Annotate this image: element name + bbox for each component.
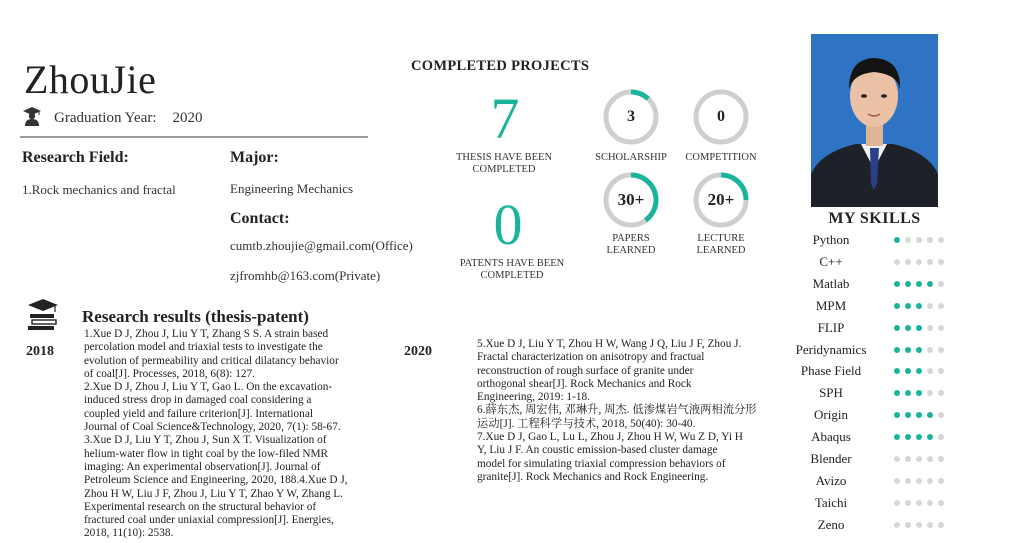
lecture-learned-ring	[692, 171, 750, 233]
publications-left: 1.Xue D J, Zhou J, Liu Y T, Zhang S S. A strain based percolation model and triaxial tests to investigate the evolution of permeability and critical dilatancy behavior of coal[J]. Processes, 2018, 6(8): 127. 2.Xue D J, Zhou J, Liu Y T, Gao L. On the excavation- induced stress drop in damaged coal considering a coupled yield and failure criterion[J]. International Journal of Coal Science&Technology, 2020, 7(1): 58-67. 3.Xue D J, Liu Y T, Zhou J, Sun X T. Visualization of helium-water flow in tight coal by the low-filed NMR imaging: An experimental observation[J]. Journal of Petroleum Science and Engineering, 2020, 188.4.Xue D J, Zhou H W, Liu J F, Zhou J, Liu Y T, Zhao Y W, Zhang L. Experimental research on the structural behavior of fractured coal under uniaxial compression[J]. Energies, 2018, 11(10): 2538.	[84, 328, 348, 540]
contact-label: Contact:	[230, 210, 290, 227]
skill-level-dots	[894, 478, 944, 484]
skill-dot	[938, 237, 944, 243]
skill-name: Matlab	[812, 275, 850, 291]
skill-level-dots	[894, 281, 944, 287]
skill-dot	[905, 281, 911, 287]
person-name: ZhouJie	[24, 57, 157, 102]
skill-name: SPH	[819, 385, 843, 401]
skill-dot	[905, 456, 911, 462]
skill-dot	[938, 412, 944, 418]
major-value: Engineering Mechanics	[230, 181, 354, 196]
completed-projects-title: COMPLETED PROJECTS	[411, 58, 590, 74]
skill-row	[776, 429, 944, 445]
skill-row	[776, 385, 944, 401]
thesis-count: 7	[490, 86, 520, 151]
skill-row	[776, 363, 944, 379]
skill-row	[776, 451, 944, 467]
graduation-label: Graduation Year:	[54, 110, 157, 126]
skill-dot	[938, 456, 944, 462]
skill-dot	[916, 368, 922, 374]
research-field-value: 1.Rock mechanics and fractal	[22, 182, 176, 197]
skill-dot	[938, 347, 944, 353]
skill-level-dots	[894, 390, 944, 396]
skill-dot	[916, 478, 922, 484]
skill-row	[776, 495, 944, 511]
skill-dot	[905, 237, 911, 243]
papers-learned-ring	[602, 171, 660, 233]
skill-dot	[916, 500, 922, 506]
skill-level-dots	[894, 500, 944, 506]
skill-dot	[916, 522, 922, 528]
research-results-title: Research results (thesis-patent)	[82, 307, 309, 326]
skill-dot	[927, 281, 933, 287]
skill-level-dots	[894, 522, 944, 528]
skill-dot	[927, 500, 933, 506]
graduation-year: 2020	[172, 110, 203, 126]
patents-caption: PATENTS HAVE BEEN COMPLETED	[459, 258, 565, 281]
scholarship-value: 3	[627, 108, 635, 125]
skill-dot	[938, 522, 944, 528]
skill-dot	[916, 281, 922, 287]
skill-dot	[916, 303, 922, 309]
skill-dot	[927, 478, 933, 484]
lecture-learned-value: 20+	[707, 190, 735, 209]
skill-dot	[938, 434, 944, 440]
skill-name: Peridynamics	[795, 341, 867, 357]
skill-dot	[938, 500, 944, 506]
major-label: Major:	[230, 149, 279, 166]
header-divider	[20, 136, 368, 138]
skill-dot	[938, 303, 944, 309]
skill-level-dots	[894, 456, 944, 462]
skill-level-dots	[894, 434, 944, 440]
skill-dot	[927, 412, 933, 418]
papers-learned-value: 30+	[617, 190, 645, 209]
scholarship-ring	[602, 88, 660, 150]
skill-dot	[905, 303, 911, 309]
skill-dot	[894, 281, 900, 287]
skill-name: Blender	[810, 451, 852, 466]
skill-dot	[916, 237, 922, 243]
books-graduation-cap-icon	[24, 297, 62, 335]
skill-dot	[927, 237, 933, 243]
skill-name: FLIP	[817, 319, 845, 335]
skill-row	[776, 342, 944, 358]
skill-dot	[894, 259, 900, 265]
year-2020: 2020	[404, 344, 432, 359]
skill-level-dots	[894, 368, 944, 374]
email-office-link[interactable]: cumtb.zhoujie@gmail.com(Office)	[230, 238, 413, 253]
skill-dot	[894, 237, 900, 243]
skill-dot	[927, 259, 933, 265]
skill-dot	[916, 412, 922, 418]
skill-dot	[927, 347, 933, 353]
skill-name: Python	[812, 232, 850, 247]
skill-row	[776, 320, 944, 336]
thesis-caption: THESIS HAVE BEEN COMPLETED	[455, 152, 553, 175]
skill-dot	[938, 368, 944, 374]
patents-count: 0	[493, 192, 523, 257]
skill-dot	[916, 325, 922, 331]
skill-level-dots	[894, 237, 944, 243]
skill-dot	[894, 347, 900, 353]
skill-row	[776, 298, 944, 314]
skill-name: Phase Field	[800, 363, 862, 379]
skill-row	[776, 232, 944, 248]
skill-level-dots	[894, 347, 944, 353]
scholarship-caption: SCHOLARSHIP	[595, 152, 667, 163]
lecture-learned-caption: LECTURE LEARNED	[696, 233, 746, 256]
skill-name: C++	[819, 253, 843, 269]
skill-dot	[938, 325, 944, 331]
skill-dot	[894, 500, 900, 506]
skill-dot	[916, 434, 922, 440]
skill-dot	[938, 390, 944, 396]
skill-level-dots	[894, 259, 944, 265]
skill-dot	[905, 412, 911, 418]
skill-dot	[927, 434, 933, 440]
skill-dot	[894, 390, 900, 396]
email-private-link[interactable]: zjfromhb@163.com(Private)	[230, 268, 381, 283]
skill-dot	[905, 500, 911, 506]
skill-name: Avizo	[815, 472, 847, 488]
skill-dot	[905, 368, 911, 374]
skill-name: Origin	[814, 407, 848, 423]
skill-level-dots	[894, 412, 944, 418]
skill-row	[776, 407, 944, 423]
skill-dot	[938, 281, 944, 287]
skill-row	[776, 473, 944, 489]
competition-value: 0	[717, 108, 725, 125]
skill-row	[776, 276, 944, 292]
skill-dot	[927, 522, 933, 528]
skill-dot	[905, 390, 911, 396]
skill-dot	[938, 259, 944, 265]
year-2018: 2018	[26, 344, 54, 359]
skill-dot	[905, 347, 911, 353]
skill-dot	[894, 478, 900, 484]
skill-dot	[894, 325, 900, 331]
skill-dot	[916, 259, 922, 265]
skill-dot	[894, 456, 900, 462]
profile-photo	[811, 34, 938, 207]
competition-caption: COMPETITION	[685, 152, 757, 163]
skill-dot	[927, 325, 933, 331]
skill-level-dots	[894, 325, 944, 331]
skill-dot	[927, 456, 933, 462]
skill-dot	[916, 390, 922, 396]
skill-name: Abaqus	[811, 429, 851, 445]
skill-dot	[916, 347, 922, 353]
skill-dot	[894, 303, 900, 309]
competition-ring	[692, 88, 750, 150]
papers-learned-caption: PAPERS LEARNED	[606, 233, 656, 256]
skill-dot	[894, 412, 900, 418]
skill-dot	[927, 390, 933, 396]
skill-name: Taichi	[814, 494, 848, 510]
research-field-label: Research Field:	[22, 149, 129, 166]
skill-dot	[894, 522, 900, 528]
skill-dot	[905, 522, 911, 528]
skill-dot	[905, 478, 911, 484]
skill-dot	[894, 368, 900, 374]
skill-dot	[905, 259, 911, 265]
skill-name: Zeno	[817, 516, 845, 532]
skill-dot	[938, 478, 944, 484]
skill-row	[776, 254, 944, 270]
skill-dot	[927, 368, 933, 374]
my-skills-title: MY SKILLS	[828, 210, 921, 227]
skill-level-dots	[894, 303, 944, 309]
skill-dot	[905, 325, 911, 331]
graduate-person-icon	[22, 106, 42, 131]
skill-dot	[894, 434, 900, 440]
skill-dot	[916, 456, 922, 462]
publications-right: 5.Xue D J, Liu Y T, Zhou H W, Wang J Q, Liu J F, Zhou J. Fractal characterization on anisotropy and fractual reconstruction of rough surface of granite under orthogonal shear[J]. Rock Mechanics and Rock Engineering, 2019: 1-18. 6.薛东杰, 周宏伟, 邓琳升, 周杰. 低渗煤岩气液两相流分形 运动[J]. 工程科学与技术, 2018, 50(40): 30-40. 7.Xue D J, Gao L, Lu L, Zhou J, Zhou H W, Wu Z D, Yi H Y, Liu J F. An coustic emission-based cluster damage model for simulating triaxial compression behaviors of granite[J]. Rock Mechanics and Rock Engineering.	[477, 338, 757, 483]
skill-row	[776, 517, 944, 533]
graduation-row	[22, 106, 202, 131]
skill-dot	[927, 303, 933, 309]
skill-dot	[905, 434, 911, 440]
skill-name: MPM	[815, 297, 847, 313]
